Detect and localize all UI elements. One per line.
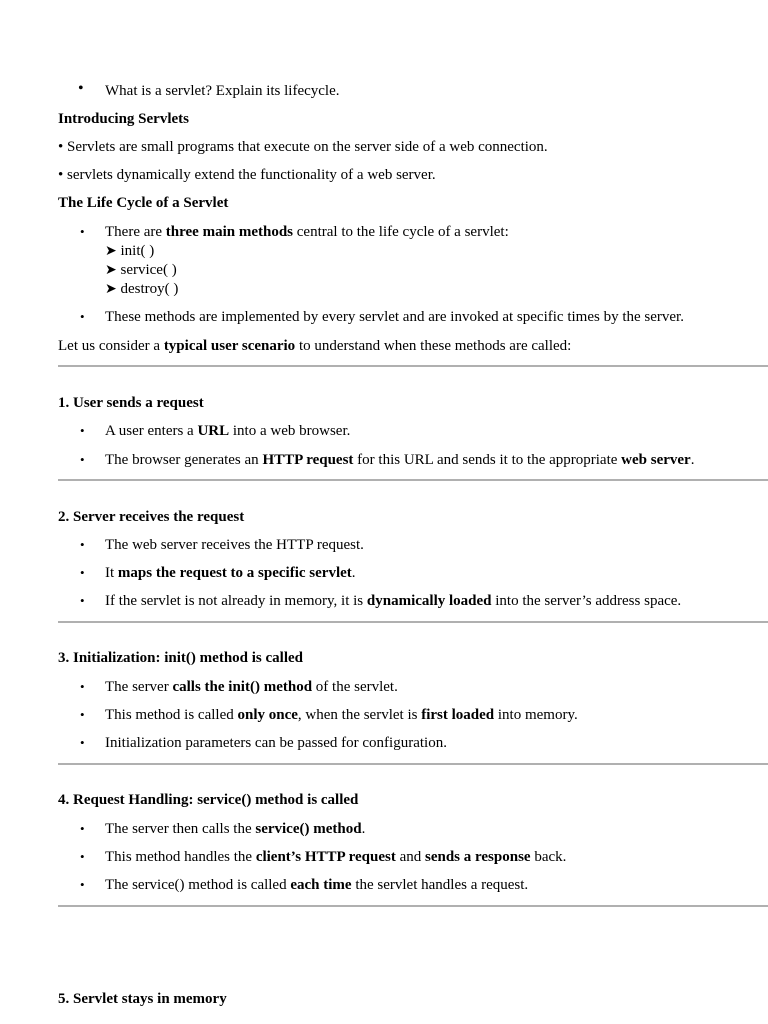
arrow-icon: ➤ [105, 282, 117, 297]
text-fragment: It [105, 565, 118, 581]
text-fragment: and [395, 849, 425, 865]
text-fragment: Let us consider a [58, 338, 164, 354]
bullet-marker: • [80, 735, 85, 750]
step2-bullet-1: The web server receives the HTTP request. [105, 537, 364, 553]
method-label: destroy( ) [120, 281, 179, 297]
step4-bullet-1 [105, 820, 365, 838]
bold-fragment: HTTP request [262, 452, 354, 468]
text-fragment: . [361, 821, 366, 837]
text-fragment: of the servlet. [312, 679, 398, 695]
bullet-marker: • [80, 423, 85, 438]
step4-heading: 4. Request Handling: service() method is called [58, 792, 359, 808]
section-divider [58, 621, 768, 623]
step5-heading: 5. Servlet stays in memory [58, 991, 227, 1007]
bold-fragment: each time [290, 877, 352, 893]
section-divider [58, 763, 768, 765]
scenario-intro [58, 337, 571, 355]
text-fragment: into a web browser. [229, 423, 351, 439]
text-fragment: , when the servlet is [297, 707, 422, 723]
text-fragment: The server then calls the [105, 821, 256, 837]
bullet-marker: • [80, 679, 85, 694]
step4-bullet-2 [105, 848, 566, 866]
step2-heading: 2. Server receives the request [58, 509, 245, 525]
text-fragment: The browser generates an [105, 452, 263, 468]
bold-fragment: client’s HTTP request [255, 849, 396, 865]
bullet-marker: • [80, 877, 85, 892]
text-fragment: central to the life cycle of a servlet: [293, 224, 509, 240]
text-fragment: This method is called [105, 707, 238, 723]
intro-point-1: • Servlets are small programs that execute on the server side of a web connection. [58, 139, 548, 155]
section-divider [58, 365, 768, 367]
bullet-marker: • [80, 537, 85, 552]
bold-fragment: calls the init() method [172, 679, 313, 695]
bullet-marker: • [80, 593, 85, 608]
method-label: service( ) [120, 262, 177, 278]
section-divider [58, 905, 768, 907]
bold-fragment: maps the request to a specific servlet [117, 565, 352, 581]
step3-bullet-1 [105, 678, 398, 696]
bullet-marker: • [78, 80, 84, 97]
step3-bullet-2 [105, 706, 578, 724]
text-fragment: to understand when these methods are called: [295, 338, 572, 354]
text-fragment: into memory. [494, 707, 578, 723]
text-fragment: There are [105, 224, 166, 240]
bullet-marker: • [80, 821, 85, 836]
bullet-marker: • [80, 707, 85, 722]
text-fragment: . [351, 565, 356, 581]
step1-heading: 1. User sends a request [58, 395, 204, 411]
lifecycle-heading: The Life Cycle of a Servlet [58, 195, 229, 211]
arrow-icon: ➤ [105, 244, 117, 259]
text-fragment: back. [530, 849, 567, 865]
step1-bullet-2 [105, 451, 694, 469]
bold-fragment: three main methods [165, 224, 294, 240]
bullet-marker: • [80, 849, 85, 864]
method-item-service [105, 261, 177, 280]
bullet-marker: • [80, 224, 85, 239]
question-text: What is a servlet? Explain its lifecycle. [105, 83, 340, 99]
text-fragment: This method handles the [105, 849, 256, 865]
bullet-marker: • [80, 452, 85, 467]
text-fragment: The server [105, 679, 173, 695]
step4-bullet-3 [105, 876, 528, 894]
intro-heading: Introducing Servlets [58, 111, 189, 127]
text-fragment: . [690, 452, 695, 468]
bold-fragment: service() method [255, 821, 362, 837]
bold-fragment: typical user scenario [163, 338, 296, 354]
bold-fragment: URL [197, 423, 230, 439]
text-fragment: A user enters a [105, 423, 198, 439]
step3-heading: 3. Initialization: init() method is called [58, 650, 303, 666]
bold-fragment: first loaded [421, 707, 495, 723]
text-fragment: The service() method is called [105, 877, 291, 893]
lifecycle-invoked-text: These methods are implemented by every servlet and are invoked at specific times by the server. [105, 309, 684, 325]
text-fragment: the servlet handles a request. [351, 877, 529, 893]
step1-bullet-1 [105, 422, 350, 440]
bold-fragment: only once [237, 707, 298, 723]
method-item-init [105, 242, 154, 261]
bold-fragment: sends a response [424, 849, 531, 865]
section-divider [58, 479, 768, 481]
bullet-marker: • [80, 309, 85, 324]
intro-point-2: • servlets dynamically extend the functionality of a web server. [58, 167, 436, 183]
text-fragment: If the servlet is not already in memory, it is [105, 593, 367, 609]
step2-bullet-2 [105, 564, 356, 582]
text-fragment: into the server’s address space. [491, 593, 682, 609]
text-fragment: for this URL and sends it to the appropriate [353, 452, 622, 468]
bold-fragment: dynamically loaded [366, 593, 492, 609]
arrow-icon: ➤ [105, 263, 117, 278]
step3-bullet-3: Initialization parameters can be passed for configuration. [105, 735, 447, 751]
method-item-destroy [105, 280, 178, 299]
bullet-marker: • [80, 565, 85, 580]
method-label: init( ) [120, 243, 155, 259]
lifecycle-methods-intro [105, 223, 509, 241]
step2-bullet-3 [105, 592, 681, 610]
bold-fragment: web server [621, 452, 691, 468]
